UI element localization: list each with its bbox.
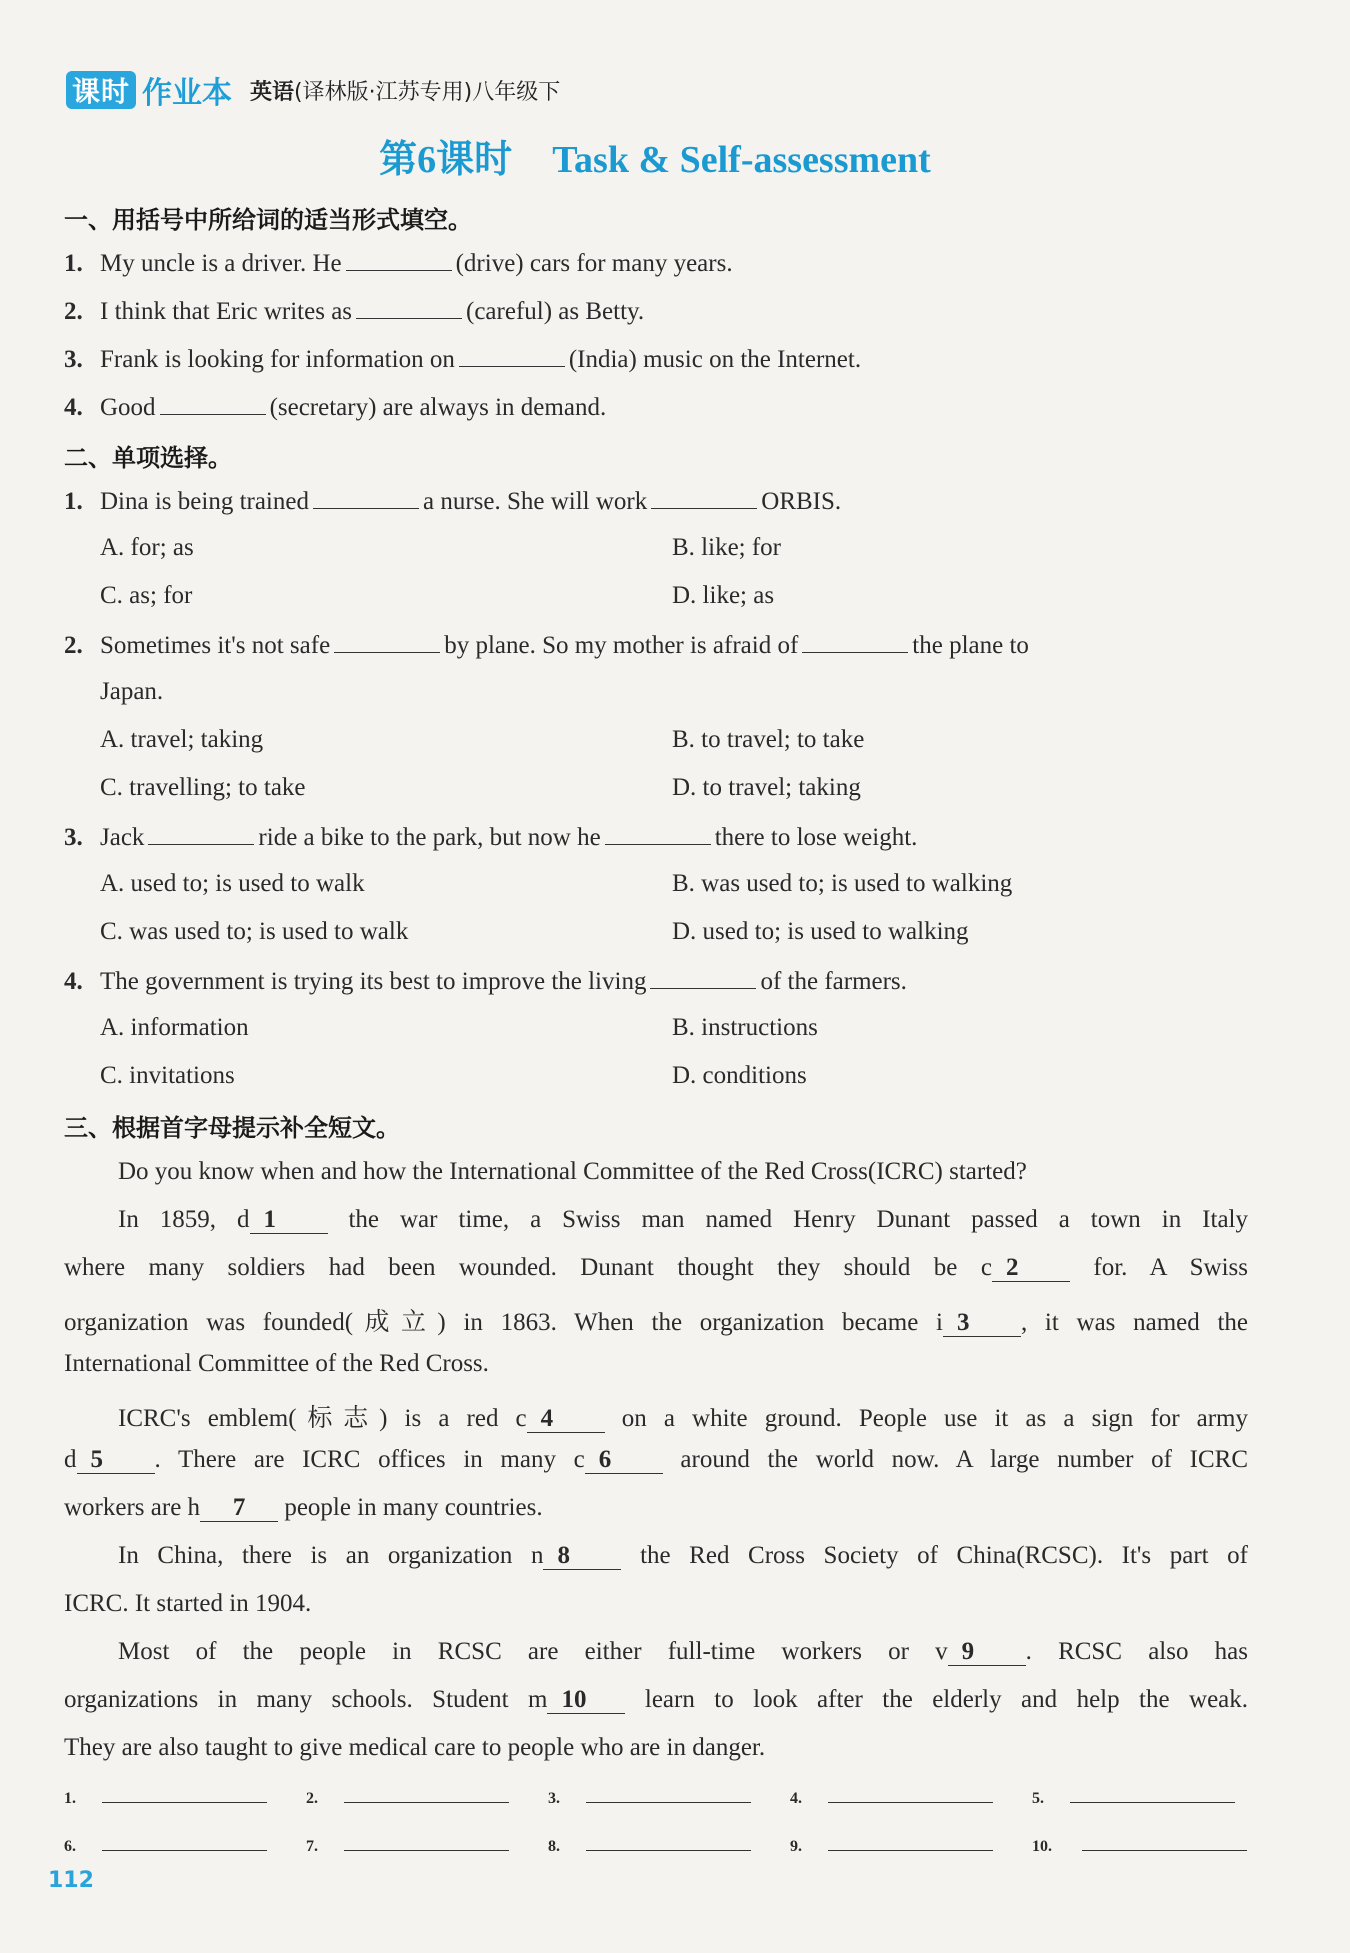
answer-line[interactable]	[586, 1828, 751, 1851]
page-title: 第6课时 Task & Self-assessment	[379, 139, 931, 181]
inline-blank[interactable]: 6	[585, 1447, 663, 1474]
answer-line[interactable]	[102, 1828, 267, 1851]
passage-line: International Committee of the Red Cross.	[64, 1350, 489, 1377]
passage-line: ICRC. It started in 1904.	[64, 1590, 312, 1617]
answer-blank[interactable]	[334, 630, 440, 653]
logo-text: 作业本	[142, 76, 233, 111]
inline-blank[interactable]: 7	[200, 1495, 278, 1522]
answer-slot: 2.	[306, 1780, 509, 1808]
answer-slot: 9.	[790, 1828, 993, 1856]
inline-blank[interactable]: 10	[547, 1687, 625, 1714]
answer-slot: 1.	[64, 1780, 267, 1808]
option-d[interactable]: D. conditions	[672, 1062, 807, 1089]
option-a[interactable]: A. for; as	[100, 534, 194, 561]
s2-q3: 3. Jack ride a bike to the park, but now he there to lose weight.	[64, 824, 918, 851]
passage-line: organizations in many schools. Student m 10 learn to look after the elderly and help the weak.	[64, 1686, 1249, 1713]
section1-heading: 一、用括号中所给词的适当形式填空。	[64, 206, 472, 234]
header	[66, 70, 560, 110]
answer-slot: 6.	[64, 1828, 267, 1856]
subject-info: 英语(译林版·江苏专用)八年级下	[250, 79, 561, 105]
passage-line: d 5 . There are ICRC offices in many c 6 around the world now. A large number of ICRC	[64, 1446, 1249, 1473]
answer-blank[interactable]	[650, 966, 756, 989]
answer-line[interactable]	[828, 1828, 993, 1851]
option-b[interactable]: B. like; for	[672, 534, 782, 561]
passage-line: In China, there is an organization n 8 the Red Cross Society of China(RCSC). It's part of	[118, 1542, 1248, 1569]
passage-line: They are also taught to give medical care to people who are in danger.	[64, 1734, 766, 1761]
passage-line: Most of the people in RCSC are either full-time workers or v 9 . RCSC also has	[118, 1638, 1248, 1665]
option-d[interactable]: D. like; as	[672, 582, 775, 609]
option-c[interactable]: C. as; for	[100, 582, 193, 609]
s1-item-2: 2. I think that Eric writes as (careful) as Betty.	[64, 298, 645, 325]
answer-blank[interactable]	[160, 392, 266, 415]
answer-line[interactable]	[1082, 1828, 1247, 1851]
answer-line[interactable]	[828, 1780, 993, 1803]
answer-slot: 10.	[1032, 1828, 1247, 1856]
answer-line[interactable]	[586, 1780, 751, 1803]
inline-blank[interactable]: 8	[543, 1543, 621, 1570]
answer-blank[interactable]	[148, 822, 254, 845]
s1-item-3: 3. Frank is looking for information on (India) music on the Internet.	[64, 346, 862, 373]
option-b[interactable]: B. to travel; to take	[672, 726, 865, 753]
inline-blank[interactable]: 4	[527, 1406, 605, 1433]
s2-q2-cont: Japan.	[100, 678, 164, 705]
answer-line[interactable]	[344, 1828, 509, 1851]
answer-blank[interactable]	[651, 486, 757, 509]
inline-blank[interactable]: 1	[250, 1207, 328, 1234]
section3-heading: 三、根据首字母提示补全短文。	[64, 1114, 400, 1142]
passage-line: In 1859, d 1 the war time, a Swiss man named Henry Dunant passed a town in Italy	[118, 1206, 1248, 1233]
option-a[interactable]: A. information	[100, 1014, 249, 1041]
s2-q4: 4. The government is trying its best to improve the living of the farmers.	[64, 968, 907, 995]
answer-blank[interactable]	[459, 344, 565, 367]
option-b[interactable]: B. instructions	[672, 1014, 818, 1041]
answer-slot: 8.	[548, 1828, 751, 1856]
passage-line: ICRC's emblem(标志) is a red c 4 on a white ground. People use it as a sign for army	[118, 1405, 1248, 1432]
answer-blank[interactable]	[802, 630, 908, 653]
option-a[interactable]: A. used to; is used to walk	[100, 870, 365, 897]
passage-line: organization was founded(成立) in 1863. When the organization became i 3 , it was named the	[64, 1309, 1248, 1336]
option-c[interactable]: C. was used to; is used to walk	[100, 918, 409, 945]
option-b[interactable]: B. was used to; is used to walking	[672, 870, 1013, 897]
logo: 课时	[66, 71, 136, 109]
s2-q2: 2. Sometimes it's not safe by plane. So my mother is afraid of the plane to	[64, 632, 1029, 659]
page-number: 112	[48, 1868, 94, 1893]
inline-blank[interactable]: 9	[948, 1639, 1026, 1666]
s1-item-1: 1. My uncle is a driver. He (drive) cars for many years.	[64, 250, 733, 277]
answer-blank[interactable]	[313, 486, 419, 509]
answer-slot: 3.	[548, 1780, 751, 1808]
option-c[interactable]: C. travelling; to take	[100, 774, 306, 801]
answer-line[interactable]	[102, 1780, 267, 1803]
passage-line: where many soldiers had been wounded. Dunant thought they should be c 2 for. A Swiss	[64, 1254, 1248, 1281]
answer-line[interactable]	[1070, 1780, 1235, 1803]
answer-blank[interactable]	[605, 822, 711, 845]
s2-q1: 1. Dina is being trained a nurse. She will work ORBIS.	[64, 488, 842, 515]
answer-line[interactable]	[344, 1780, 509, 1803]
answer-slot: 7.	[306, 1828, 509, 1856]
answer-blank[interactable]	[346, 248, 452, 271]
passage-line: Do you know when and how the International Committee of the Red Cross(ICRC) started?	[118, 1158, 1027, 1185]
answer-slot: 4.	[790, 1780, 993, 1808]
option-d[interactable]: D. used to; is used to walking	[672, 918, 969, 945]
option-d[interactable]: D. to travel; taking	[672, 774, 861, 801]
passage-line: workers are h 7 people in many countries.	[64, 1494, 543, 1521]
option-a[interactable]: A. travel; taking	[100, 726, 264, 753]
option-c[interactable]: C. invitations	[100, 1062, 235, 1089]
answer-slot: 5.	[1032, 1780, 1235, 1808]
s1-item-4: 4. Good (secretary) are always in demand.	[64, 394, 607, 421]
inline-blank[interactable]: 5	[77, 1447, 155, 1474]
inline-blank[interactable]: 2	[992, 1255, 1070, 1282]
inline-blank[interactable]: 3	[943, 1310, 1021, 1337]
section2-heading: 二、单项选择。	[64, 444, 232, 472]
answer-blank[interactable]	[356, 296, 462, 319]
